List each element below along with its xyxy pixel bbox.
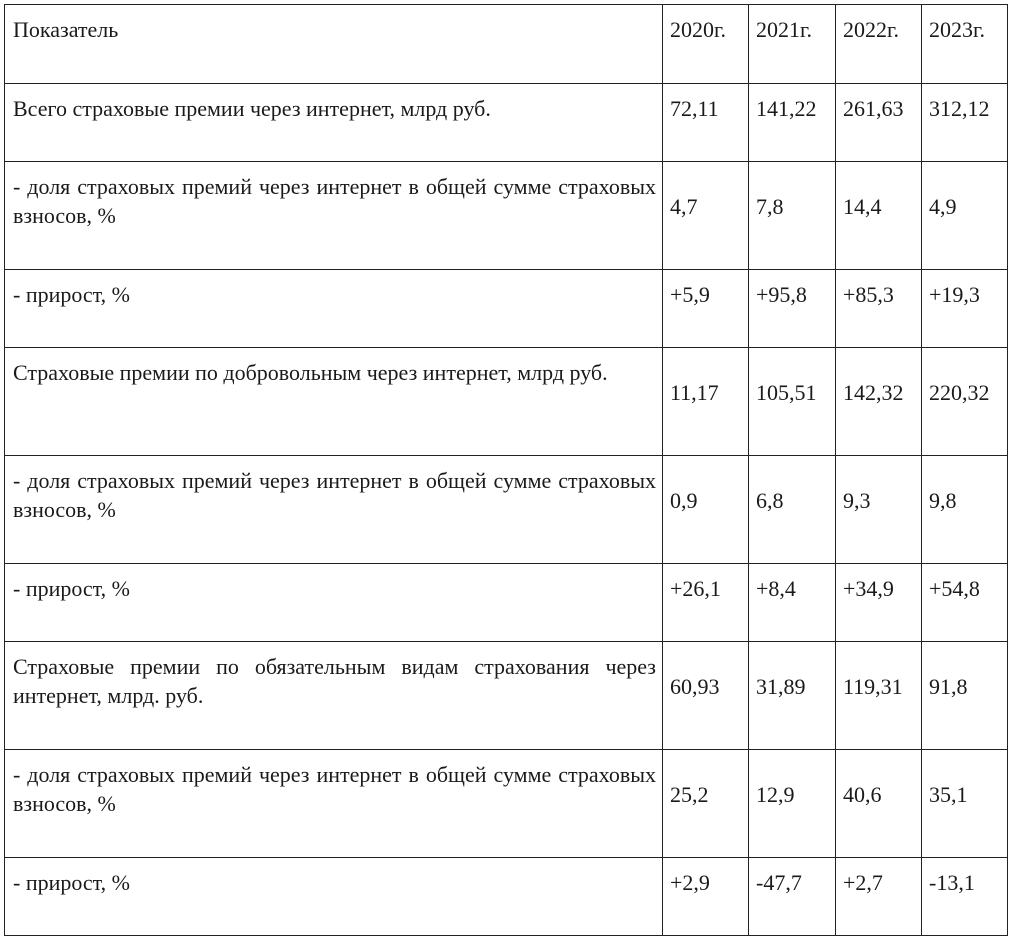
header-year-2020: 2020г. [663, 5, 749, 84]
cell-2020: 4,7 [663, 162, 749, 270]
header-year-2023: 2023г. [922, 5, 1008, 84]
header-year-2022: 2022г. [836, 5, 922, 84]
cell-2020: 72,11 [663, 84, 749, 162]
cell-2021: 7,8 [749, 162, 836, 270]
table-row [5, 84, 1008, 162]
table-row [5, 162, 1008, 270]
cell-2023: 220,32 [922, 348, 1008, 456]
cell-2021: -47,7 [749, 858, 836, 936]
row-label: - доля страховых премий через интернет в общей сумме страховых взносов, % [5, 162, 663, 270]
cell-2023: 9,8 [922, 456, 1008, 564]
cell-2021: 6,8 [749, 456, 836, 564]
row-label: - доля страховых премий через интернет в общей сумме страховых взносов, % [5, 456, 663, 564]
table-row [5, 858, 1008, 936]
cell-2022: +2,7 [836, 858, 922, 936]
cell-2021: 105,51 [749, 348, 836, 456]
cell-2023: 4,9 [922, 162, 1008, 270]
cell-2020: 25,2 [663, 750, 749, 858]
row-label: - доля страховых премий через интернет в общей сумме страховых взносов, % [5, 750, 663, 858]
cell-2020: +2,9 [663, 858, 749, 936]
row-label: - прирост, % [5, 564, 663, 642]
row-label: Всего страховые премии через интернет, млрд руб. [5, 84, 663, 162]
cell-2021: 12,9 [749, 750, 836, 858]
cell-2022: 14,4 [836, 162, 922, 270]
cell-2022: 261,63 [836, 84, 922, 162]
cell-2021: 141,22 [749, 84, 836, 162]
row-label: Страховые премии по добровольным через интернет, млрд руб. [5, 348, 663, 456]
row-label: - прирост, % [5, 858, 663, 936]
header-year-2021: 2021г. [749, 5, 836, 84]
cell-2022: 119,31 [836, 642, 922, 750]
cell-2022: 40,6 [836, 750, 922, 858]
cell-2020: 0,9 [663, 456, 749, 564]
cell-2023: 91,8 [922, 642, 1008, 750]
row-label: Страховые премии по обязательным видам страхования через интернет, млрд. руб. [5, 642, 663, 750]
cell-2023: 35,1 [922, 750, 1008, 858]
cell-2022: 9,3 [836, 456, 922, 564]
table-row [5, 456, 1008, 564]
cell-2023: +19,3 [922, 270, 1008, 348]
cell-2021: +8,4 [749, 564, 836, 642]
cell-2022: 142,32 [836, 348, 922, 456]
table-row [5, 642, 1008, 750]
row-label: - прирост, % [5, 270, 663, 348]
cell-2021: 31,89 [749, 642, 836, 750]
cell-2020: +26,1 [663, 564, 749, 642]
table-header-row [5, 5, 1008, 84]
cell-2021: +95,8 [749, 270, 836, 348]
insurance-premiums-table [4, 4, 1008, 936]
cell-2023: -13,1 [922, 858, 1008, 936]
cell-2020: +5,9 [663, 270, 749, 348]
cell-2023: 312,12 [922, 84, 1008, 162]
cell-2020: 11,17 [663, 348, 749, 456]
table-row [5, 270, 1008, 348]
cell-2022: +34,9 [836, 564, 922, 642]
cell-2020: 60,93 [663, 642, 749, 750]
table-row [5, 564, 1008, 642]
table-row [5, 348, 1008, 456]
cell-2023: +54,8 [922, 564, 1008, 642]
cell-2022: +85,3 [836, 270, 922, 348]
table-row [5, 750, 1008, 858]
header-indicator: Показатель [5, 5, 663, 84]
